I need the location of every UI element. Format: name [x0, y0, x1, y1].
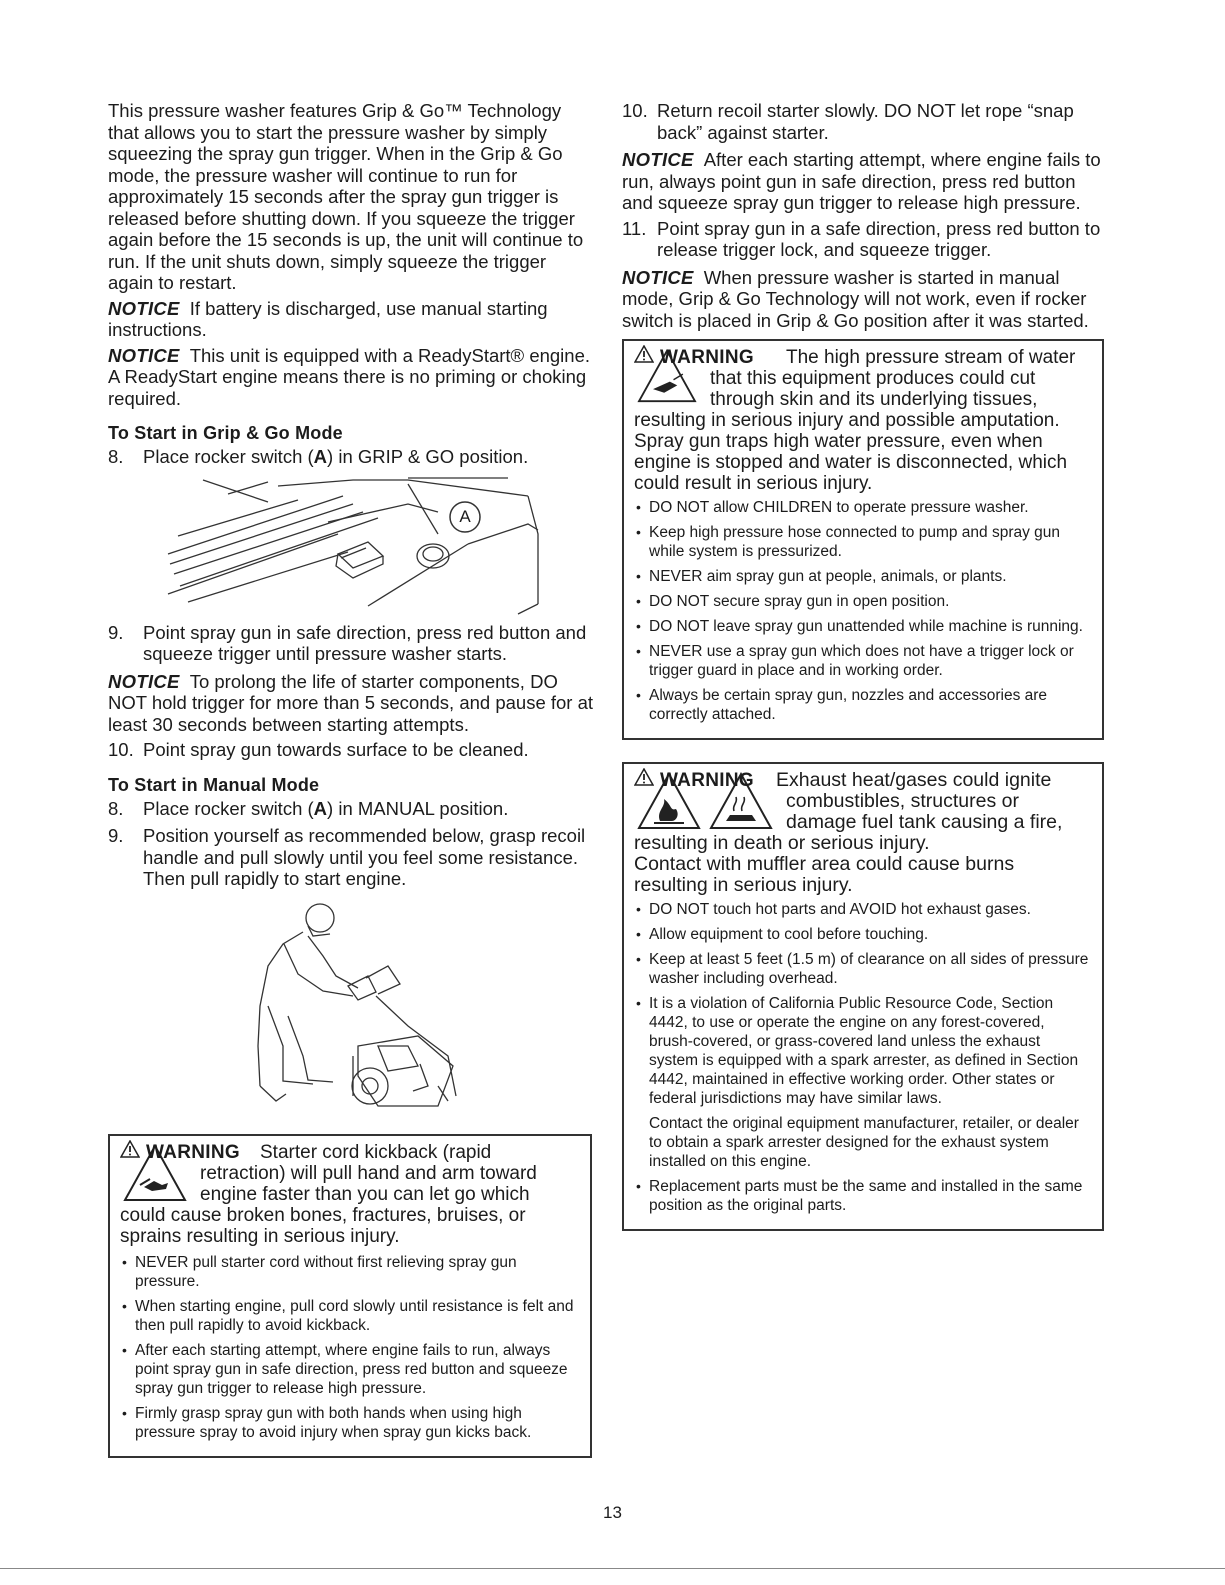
notice-label: NOTICE — [622, 149, 694, 170]
step-text-bold: A — [313, 797, 328, 819]
step-text: Position yourself as recommended below, grasp recoil handle and pull slowly until you feel some resistance. Then pull rapidly to start engine. — [143, 825, 586, 889]
starting-position-figure — [108, 896, 595, 1128]
step-text: Point spray gun in safe direction, press red button and squeeze trigger until pressure washer starts. — [143, 621, 587, 664]
grip-go-heading: To Start in Grip & Go Mode — [108, 423, 343, 443]
warning-header — [634, 345, 1092, 431]
warning-exhaust — [622, 762, 1104, 1231]
warning-header — [120, 1140, 580, 1247]
notice-label: NOTICE — [108, 297, 180, 319]
warning-bullet-list — [634, 498, 1092, 724]
warning-bullet: • Keep high pressure hose connected to pump and spray gun while system is pressurized. — [634, 523, 1092, 561]
notice-readystart — [108, 345, 595, 410]
step-text — [143, 798, 595, 820]
step-text: Point spray gun towards surface to be cleaned. — [143, 739, 529, 760]
warning-bullet: • DO NOT leave spray gun unattended while machine is running. — [634, 617, 1092, 636]
warning-sub-paragraph: Contact the original equipment manufacturer, retailer, or dealer to obtain a spark arrester designed for the exhaust system installed on this engine. — [649, 1115, 1079, 1170]
warning-bullet: • Firmly grasp spray gun with both hands when using high pressure spray to avoid injury when spray gun kicks back. — [120, 1404, 580, 1442]
notice-manual-mode — [622, 267, 1104, 332]
step-text: Return recoil starter slowly. DO NOT let rope “snap back” against starter. — [657, 100, 1074, 143]
warning-bullet: • NEVER use a spray gun which does not have a trigger lock or trigger guard in place and in working order. — [634, 642, 1092, 680]
warning-bullet: • After each starting attempt, where engine fails to run, always point spray gun in safe direction, press red button and squeeze spray gun trigger to release high pressure. — [120, 1341, 580, 1398]
warning-second-text: Contact with muffler area could cause burns resulting in serious injury. — [634, 853, 1015, 896]
warning-bullet: • It is a violation of California Public Resource Code, Section 4442, to use or operate the engine on any forest-covered, brush-covered, or grass-covered land unless the exhaust system is equipped with a spark arrester, as defined in Section 4442, maintained in effective working order. Other states or federal jurisdictions may have similar laws. — [634, 994, 1092, 1108]
left-column — [108, 100, 595, 1458]
step-text-post: ) in MANUAL position. — [327, 797, 509, 819]
warning-bullet: • Keep at least 5 feet (1.5 m) of clearance on all sides of pressure washer including overhead. — [634, 950, 1092, 988]
step-number: 8. — [108, 797, 124, 819]
warning-header — [634, 768, 1092, 854]
step-text-post: ) in GRIP & GO position. — [327, 446, 529, 467]
warning-triangle-icon — [120, 1140, 140, 1158]
notice-starter-life — [108, 671, 595, 736]
step-text-pre: Place rocker switch ( — [143, 797, 314, 819]
grip-go-intro: This pressure washer features Grip & Go™ Technology that allows you to start the pressure washer by simply squeezing the spray gun trigger. When in the Grip & Go mode, the pressure washer will continue to run for approximately 15 seconds after the spray gun trigger is released before shutting down. If you squeeze the trigger again before the 15 seconds is up, the unit will continue to run. If the unit shuts down, simply squeeze the trigger again to restart. — [108, 100, 584, 293]
warning-bullet-list — [634, 900, 1092, 1108]
notice-after-attempt — [622, 149, 1104, 214]
notice-label: NOTICE — [622, 266, 694, 288]
warning-bullet: • Replacement parts must be the same and installed in the same position as the original parts. — [634, 1177, 1092, 1215]
warning-bullet: • NEVER aim spray gun at people, animals, or plants. — [634, 567, 1092, 586]
operator-pulling-starter-illustration — [108, 896, 595, 1128]
manual-mode-heading: To Start in Manual Mode — [108, 774, 320, 795]
warning-label: WARNING — [146, 1141, 240, 1163]
step-number: 8. — [108, 446, 124, 467]
rocker-switch-figure — [108, 474, 595, 620]
step-text — [143, 446, 595, 468]
warning-kickback — [108, 1134, 592, 1458]
warning-lead-text: Exhaust heat/gases could ignite combustibles, structures or damage fuel tank causing a fire, resulting in death or serious injury. — [634, 769, 1063, 854]
warning-bullet: • When starting engine, pull cord slowly until resistance is felt and then pull rapidly to avoid kickback. — [120, 1297, 580, 1335]
warning-high-pressure — [622, 339, 1104, 740]
warning-bullet: • Always be certain spray gun, nozzles and accessories are correctly attached. — [634, 686, 1092, 724]
notice-label: NOTICE — [108, 670, 180, 692]
bottom-divider — [0, 1568, 1225, 1569]
warning-label: WARNING — [660, 770, 754, 791]
page-number: 13 — [603, 1503, 622, 1522]
step-number: 9. — [108, 825, 124, 846]
notice-text: If battery is discharged, use manual starting instructions. — [108, 297, 548, 340]
manual-step-9 — [108, 825, 595, 890]
notice-text: When pressure washer is started in manual mode, Grip & Go Technology will not work, even if rocker switch is placed in Grip & Go position after it was started. — [622, 266, 1089, 331]
figure-callout-a: A — [459, 506, 471, 526]
step-text: Point spray gun in a safe direction, press red button to release trigger lock, and squeeze trigger. — [657, 217, 1101, 260]
notice-text: After each starting attempt, where engine fails to run, always point gun in safe direction, press red button and squeeze spray gun trigger to release high pressure. — [622, 149, 1101, 213]
step-number: 11. — [622, 217, 647, 239]
notice-text: To prolong the life of starter components, DO NOT hold trigger for more than 5 seconds, and pause for at least 30 seconds between starting attempts. — [108, 670, 594, 735]
notice-text: This unit is equipped with a ReadyStart® engine. A ReadyStart engine means there is no priming or choking required. — [108, 344, 591, 409]
manual-step-10 — [622, 100, 1104, 143]
notice-label: NOTICE — [108, 344, 180, 366]
manual-step-11 — [622, 218, 1104, 261]
step-number: 9. — [108, 621, 124, 643]
step-text-pre: Place rocker switch ( — [143, 446, 314, 467]
grip-step-9 — [108, 622, 595, 665]
grip-step-8 — [108, 446, 595, 468]
grip-step-10 — [108, 739, 595, 761]
warning-bullet: • DO NOT touch hot parts and AVOID hot exhaust gases. — [634, 900, 1092, 919]
warning-bullet: • DO NOT secure spray gun in open position. — [634, 592, 1092, 611]
warning-triangle-icon — [634, 768, 654, 786]
warning-bullet: • DO NOT allow CHILDREN to operate pressure washer. — [634, 498, 1092, 517]
step-number: 10. — [622, 100, 648, 121]
notice-battery — [108, 298, 595, 341]
warning-triangle-icon — [634, 345, 654, 363]
warning-bullet: • NEVER pull starter cord without first relieving spray gun pressure. — [120, 1253, 580, 1291]
warning-bullet-list-end — [634, 1177, 1092, 1215]
warning-second-text: Spray gun traps high water pressure, even when engine is stopped and water is disconnected, which could result in serious injury. — [634, 431, 1068, 494]
step-text-bold: A — [313, 446, 328, 467]
right-column — [622, 100, 1104, 1231]
warning-label: WARNING — [660, 347, 754, 368]
manual-step-8 — [108, 798, 595, 820]
warning-bullet-list — [120, 1253, 580, 1442]
warning-lead-text: The high pressure stream of water that this equipment produces could cut through skin and its underlying tissues, resulting in serious injury and possible amputation. — [634, 347, 1076, 431]
warning-lead-text: Starter cord kickback (rapid retraction) will pull hand and arm toward engine faster than you can let go which could cause broken bones, fractures, bruises, or sprains resulting in serious injury. — [120, 1141, 537, 1247]
step-number: 10. — [108, 739, 134, 760]
rocker-switch-illustration — [108, 474, 595, 620]
warning-bullet: • Allow equipment to cool before touching. — [634, 925, 1092, 944]
